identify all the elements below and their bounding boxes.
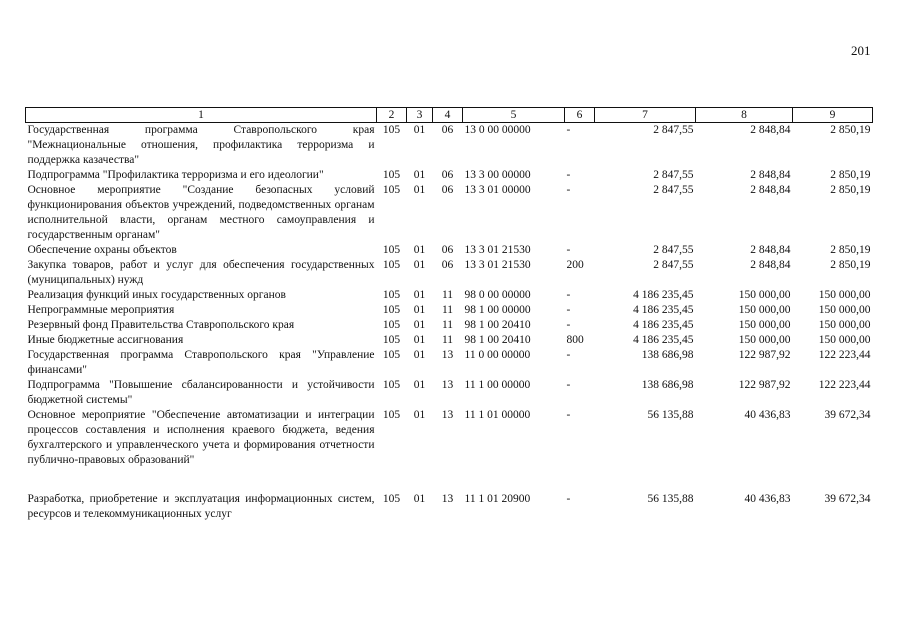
row-amount-col7: 4 186 235,45 [633,304,694,316]
row-ministry: 105 [382,409,401,421]
row-amount-col7: 4 186 235,45 [633,334,694,346]
header-cell: 8 [696,108,793,123]
row-section: 01 [413,184,426,196]
row-amount-col9: 150 000,00 [818,304,871,316]
row-target-article: 13 3 01 21530 [464,244,531,256]
table-row [26,183,873,243]
row-amount-col8: 40 436,83 [744,409,791,421]
row-amount-col9: 2 850,19 [830,244,871,256]
row-amount-col8: 2 848,84 [750,184,791,196]
row-subsection: 13 [441,379,454,391]
row-subsection: 06 [441,244,454,256]
row-ministry: 105 [382,493,401,505]
row-name: Основное мероприятие "Создание безопасных условий функционирования объектов учреждений, подведомственных органам исполнительной власти, органам местного самоуправления и государственным органам" [27,184,375,241]
row-subsection: 06 [441,184,454,196]
row-subsection: 13 [441,349,454,361]
row-amount-col8: 2 848,84 [750,244,791,256]
row-expense-type: - [566,169,571,181]
table-row [26,288,873,303]
row-amount-col9: 2 850,19 [830,169,871,181]
row-amount-col7: 2 847,55 [653,184,694,196]
row-amount-col8: 122 987,92 [738,349,791,361]
row-amount-col9: 150 000,00 [818,289,871,301]
row-target-article: 13 3 01 21530 [464,259,531,271]
row-name: Подпрограмма "Профилактика терроризма и его идеологии" [27,169,324,181]
row-target-article: 11 1 00 00000 [464,379,531,391]
row-target-article: 98 1 00 00000 [464,304,531,316]
row-ministry: 105 [382,379,401,391]
row-amount-col7: 2 847,55 [653,244,694,256]
row-target-article: 13 3 01 00000 [464,184,531,196]
row-ministry: 105 [382,349,401,361]
row-name: Резервный фонд Правительства Ставропольского края [27,319,295,331]
row-ministry: 105 [382,304,401,316]
row-amount-col7: 56 135,88 [647,409,694,421]
row-section: 01 [413,379,426,391]
row-amount-col9: 2 850,19 [830,259,871,271]
row-subsection: 11 [441,319,454,331]
table-row [26,123,873,169]
row-section: 01 [413,349,426,361]
header-cell: 3 [407,108,433,123]
row-expense-type: - [566,349,571,361]
row-expense-type: - [566,184,571,196]
header-row [26,108,873,123]
row-expense-type: - [566,409,571,421]
row-name: Непрограммные мероприятия [27,304,175,316]
row-subsection: 11 [441,289,454,301]
row-name: Разработка, приобретение и эксплуатация информационных систем, ресурсов и телекоммуникационных услуг [27,493,375,520]
row-target-article: 11 0 00 00000 [464,349,531,361]
header-cell: 9 [793,108,873,123]
table-row [26,303,873,318]
row-ministry: 105 [382,334,401,346]
page-number: 201 [851,43,871,58]
row-amount-col9: 39 672,34 [824,493,871,505]
row-section: 01 [413,259,426,271]
row-name: Государственная программа Ставропольского края "Управление финансами" [27,349,375,376]
header-cell: 1 [26,108,377,123]
row-expense-type: 200 [566,259,584,271]
row-ministry: 105 [382,124,401,136]
row-target-article: 98 0 00 00000 [464,289,531,301]
table-row [26,168,873,183]
row-section: 01 [413,304,426,316]
row-ministry: 105 [382,169,401,181]
row-amount-col8: 150 000,00 [738,304,791,316]
row-amount-col8: 2 848,84 [750,259,791,271]
row-amount-col7: 138 686,98 [641,379,694,391]
header-cell: 5 [463,108,565,123]
table-row [26,378,873,408]
row-amount-col9: 2 850,19 [830,124,871,136]
row-subsection: 13 [441,493,454,505]
row-name: Иные бюджетные ассигнования [27,334,184,346]
row-section: 01 [413,244,426,256]
row-ministry: 105 [382,289,401,301]
row-target-article: 98 1 00 20410 [464,319,531,331]
row-target-article: 11 1 01 20900 [464,493,531,505]
row-amount-col7: 4 186 235,45 [633,289,694,301]
row-name: Государственная программа Ставропольского края "Межнациональные отношения, профилактика терроризма и поддержка казачества" [27,124,375,166]
row-subsection: 13 [441,409,454,421]
table-row [26,348,873,378]
row-amount-col9: 2 850,19 [830,184,871,196]
row-name: Закупка товаров, работ и услуг для обеспечения государственных (муниципальных) нужд [27,259,375,286]
row-expense-type: - [566,319,571,331]
budget-table [25,107,873,522]
row-amount-col9: 150 000,00 [818,334,871,346]
row-amount-col8: 40 436,83 [744,493,791,505]
row-amount-col8: 150 000,00 [738,289,791,301]
row-expense-type: - [566,304,571,316]
row-target-article: 13 0 00 00000 [464,124,531,136]
row-ministry: 105 [382,244,401,256]
row-expense-type: - [566,493,571,505]
row-amount-col9: 122 223,44 [818,349,871,361]
row-section: 01 [413,334,426,346]
spacer-row [26,468,873,492]
row-amount-col9: 122 223,44 [818,379,871,391]
row-amount-col7: 4 186 235,45 [633,319,694,331]
row-expense-type: 800 [566,334,584,346]
row-name: Реализация функций иных государственных органов [27,289,286,301]
row-name: Обеспечение охраны объектов [27,244,177,256]
row-amount-col8: 2 848,84 [750,169,791,181]
row-subsection: 06 [441,259,454,271]
row-section: 01 [413,493,426,505]
table-row [26,333,873,348]
row-section: 01 [413,169,426,181]
row-amount-col8: 150 000,00 [738,334,791,346]
row-expense-type: - [566,244,571,256]
row-amount-col9: 39 672,34 [824,409,871,421]
row-subsection: 11 [441,334,454,346]
row-subsection: 11 [441,304,454,316]
row-section: 01 [413,319,426,331]
row-section: 01 [413,124,426,136]
row-amount-col8: 2 848,84 [750,124,791,136]
row-target-article: 11 1 01 00000 [464,409,531,421]
row-amount-col7: 2 847,55 [653,259,694,271]
row-name: Основное мероприятие "Обеспечение автоматизации и интеграции процессов составления и исполнения краевого бюджета, ведения бухгалтерского и управленческого учета и формирования отчетности публично-правовых образований" [27,409,375,466]
row-expense-type: - [566,124,571,136]
row-ministry: 105 [382,184,401,196]
row-amount-col7: 2 847,55 [653,124,694,136]
row-target-article: 98 1 00 20410 [464,334,531,346]
row-amount-col8: 122 987,92 [738,379,791,391]
row-section: 01 [413,409,426,421]
row-ministry: 105 [382,259,401,271]
row-section: 01 [413,289,426,301]
table-row [26,318,873,333]
row-name: Подпрограмма "Повышение сбалансированности и устойчивости бюджетной системы" [27,379,375,406]
table-row [26,408,873,468]
row-amount-col7: 138 686,98 [641,349,694,361]
header-cell: 2 [377,108,407,123]
table-row [26,492,873,522]
row-amount-col8: 150 000,00 [738,319,791,331]
row-expense-type: - [566,379,571,391]
row-target-article: 13 3 00 00000 [464,169,531,181]
row-amount-col7: 2 847,55 [653,169,694,181]
row-subsection: 06 [441,169,454,181]
row-expense-type: - [566,289,571,301]
header-cell: 4 [433,108,463,123]
header-cell: 6 [565,108,595,123]
row-amount-col9: 150 000,00 [818,319,871,331]
row-amount-col7: 56 135,88 [647,493,694,505]
header-cell: 7 [595,108,696,123]
row-subsection: 06 [441,124,454,136]
row-ministry: 105 [382,319,401,331]
table-row [26,258,873,288]
table-row [26,243,873,258]
